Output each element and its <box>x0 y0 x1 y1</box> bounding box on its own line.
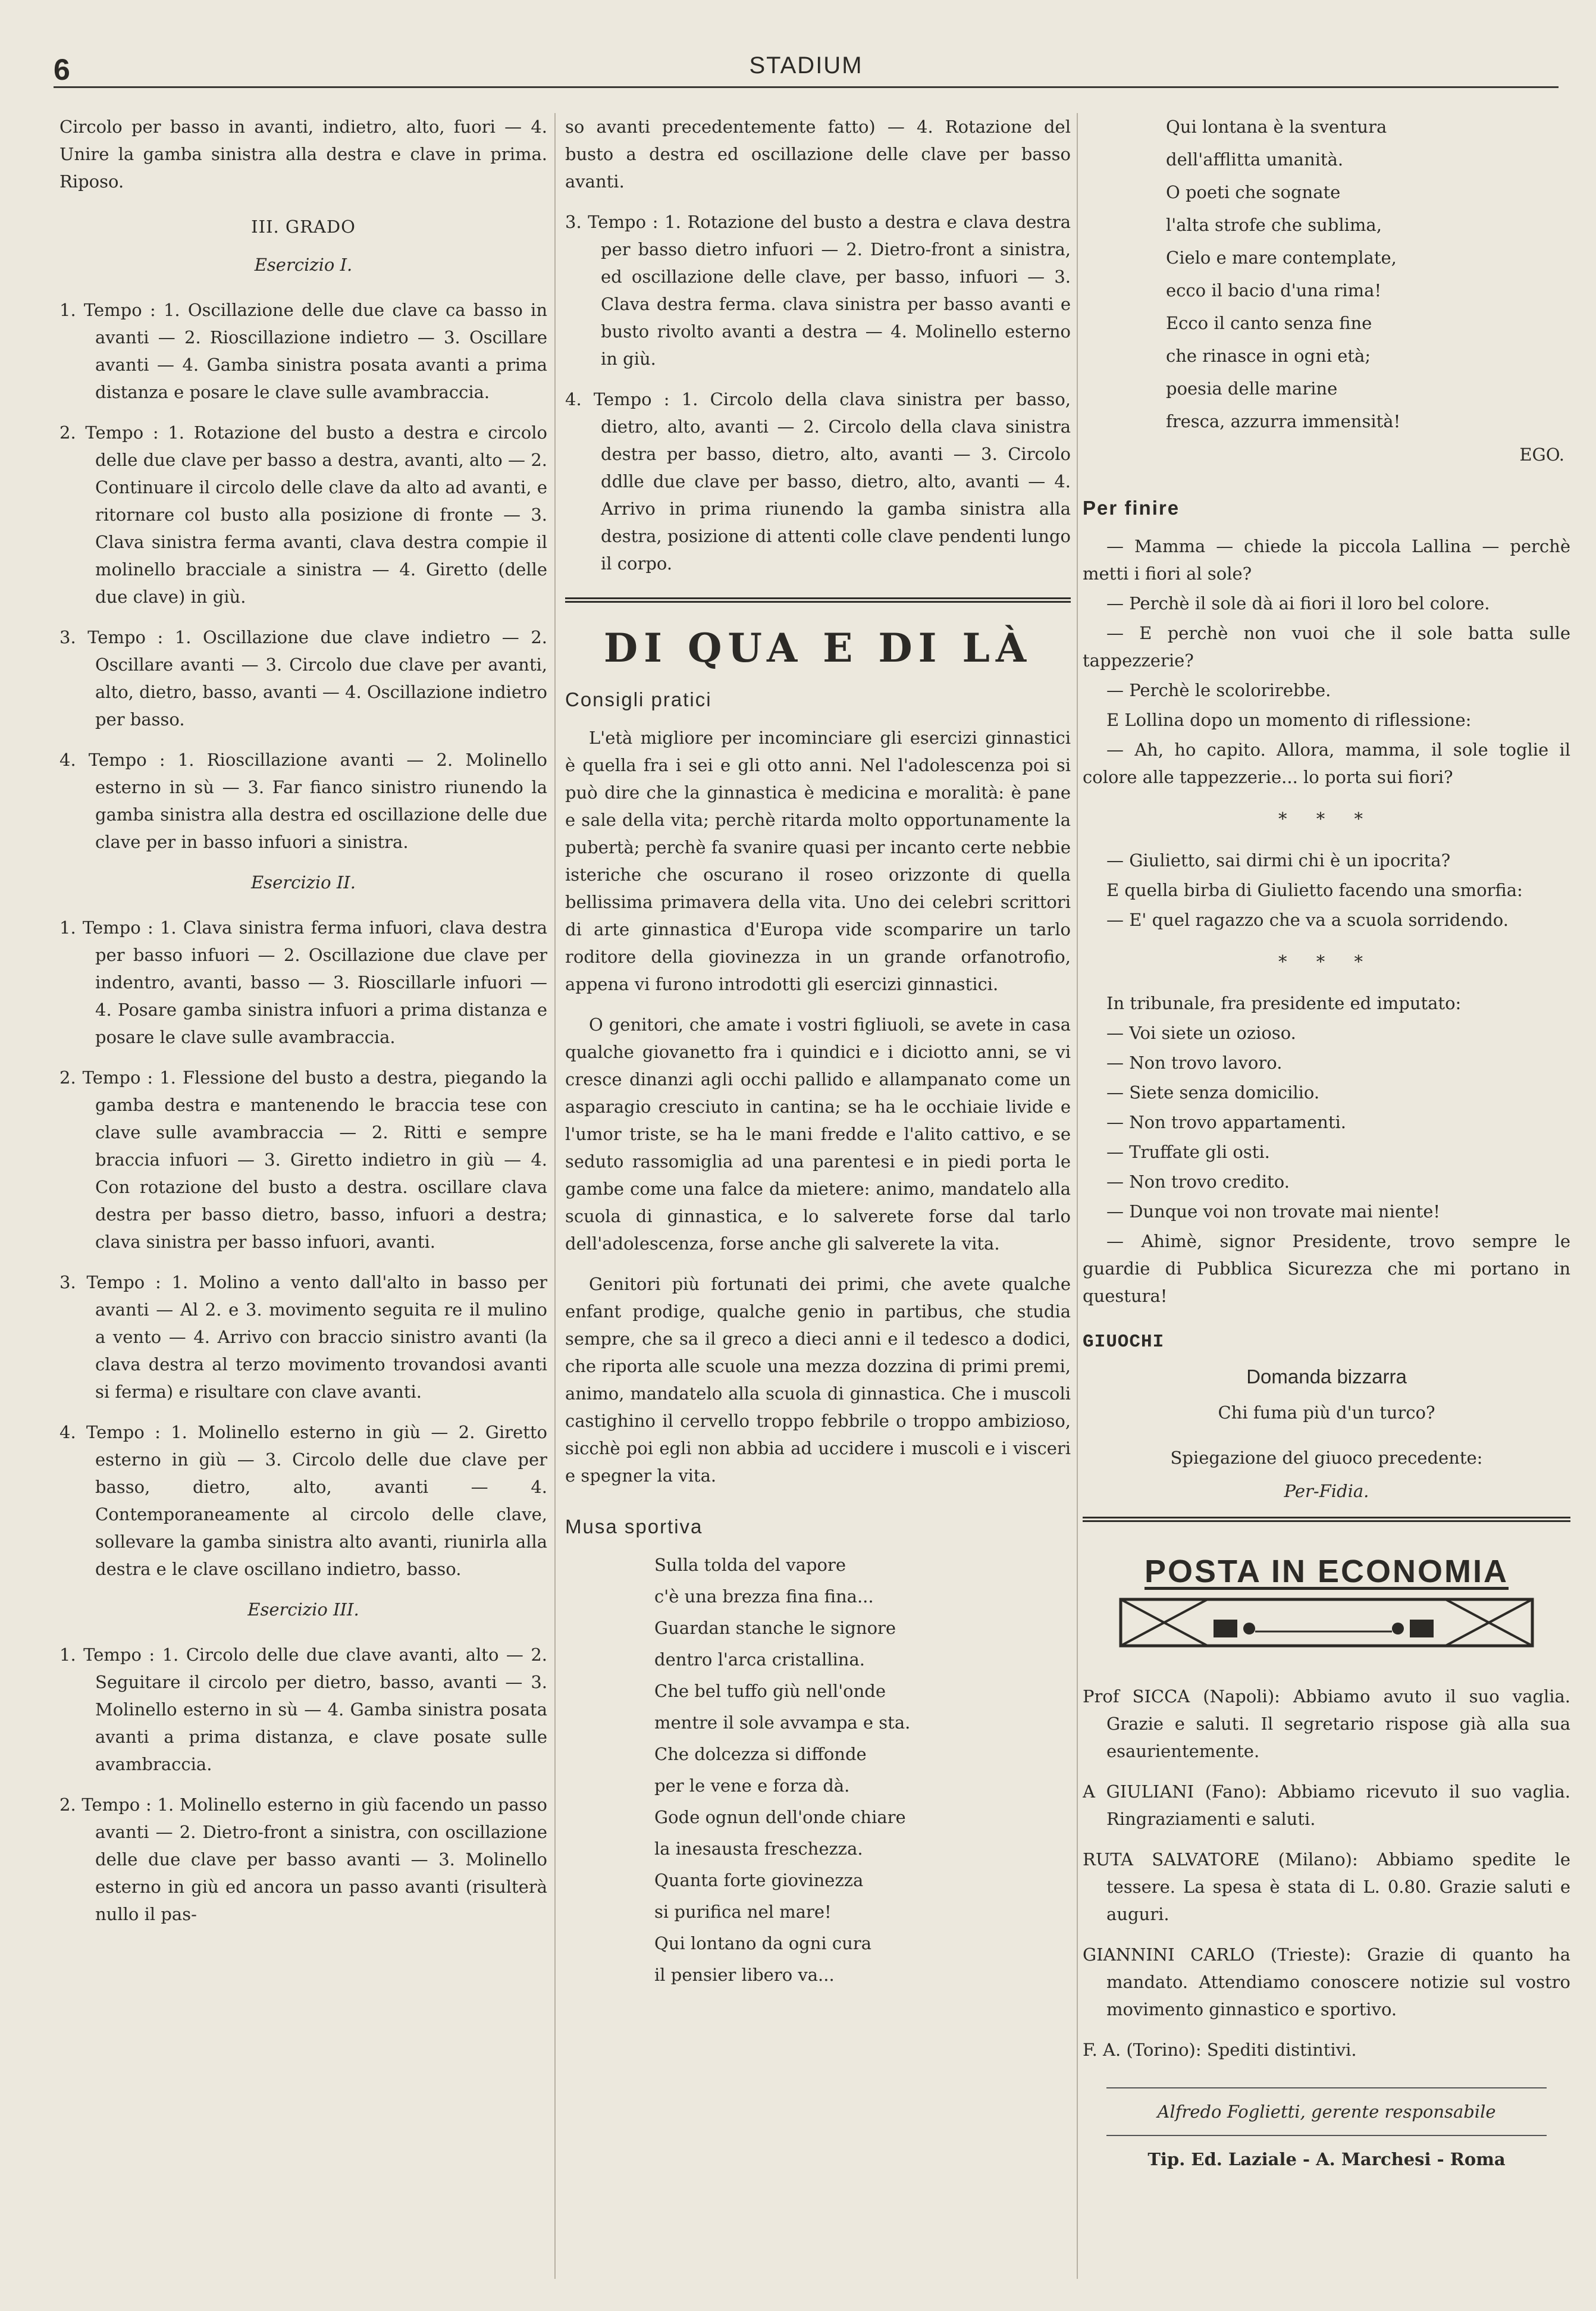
poem-continued <box>1083 113 1570 435</box>
subsection-title: Per finire <box>1083 497 1180 519</box>
divider <box>1106 2087 1547 2088</box>
dialog-line: — Non trovo appartamenti. <box>1106 1112 1346 1132</box>
poem-line: Quanta forte giovinezza <box>654 1870 864 1890</box>
poem-line: O poeti che sognate <box>1166 182 1341 202</box>
exercise-title: Esercizio I. <box>254 255 353 275</box>
exercise-step: 3. Tempo : 1. Oscillazione due clave indietro — 2. Oscillare avanti — 3. Circolo due clave per avanti, alto, dietro, basso, avanti — 4. Oscillazione indietro per basso. <box>59 627 547 729</box>
dialog-line: — E perchè non vuoi che il sole batta sulle tappezzerie? <box>1083 623 1570 671</box>
exercise-step: 1. Tempo : 1. Circolo delle due clave avanti, alto — 2. Seguitare il circolo per dietro, basso, avanti — 3. Molinello esterno in sù — 4. Gamba sinistra posata avanti a prima distanza, e clave posate sulle avambraccia. <box>59 1645 547 1774</box>
exercise-step: 3. Tempo : 1. Molino a vento dall'alto in basso per avanti — Al 2. e 3. movimento seguita re il mulino a vento — 4. Arrivo con braccio sinistro avanti (la clava destra al terzo movimento trovandosi avanti si ferma) e risultare con clave avanti. <box>59 1272 547 1402</box>
separator-stars: * * * <box>1278 809 1375 829</box>
dialog-line: — Ahimè, signor Presidente, trovo sempre le guardie di Pubblica Sicurezza che mi portano in questura! <box>1083 1231 1570 1306</box>
dialog-line: — E' quel ragazzo che va a scuola sorridendo. <box>1106 910 1509 930</box>
printer-line: Tip. Ed. Laziale - A. Marchesi - Roma <box>1147 2149 1506 2169</box>
exercise-step: 1. Tempo : 1. Clava sinistra ferma infuori, clava destra per basso infuori — 2. Oscillazione due clave per indentro, avanti, basso — 3. Rioscillarle infuori — 4. Posare gamba sinistra infuori a prima distanza e posare le clave sulle avambraccia. <box>59 917 547 1047</box>
page-number: 6 <box>54 53 70 86</box>
dialog-line: — Ah, ho capito. Allora, mamma, il sole toglie il colore alle tappezzerie... lo porta sui fiori? <box>1083 740 1570 787</box>
paragraph: O genitori, che amate i vostri figliuoli, se avete in casa qualche giovanetto fra i quindici e i diciotto anni, se vi cresce dinanzi agli occhi pallido e allampanato come un asparagio cresciuto in cantina; se ha le occhiaie livide e l'umor triste, se ha le mani fredde e l'alito cattivo, e se seduto rassomiglia ad una parentesi e in piedi porta le gambe come una falce da mietere: animo, mandatelo alla scuola di ginnastica, e lo salverete forse dal tarlo dell'adolescenza, forse anche gli salverete la vita. <box>565 1014 1071 1254</box>
double-rule <box>565 597 1071 603</box>
poem-line: l'alta strofe che sublima, <box>1166 215 1382 235</box>
dialog-line: — Dunque voi non trovate mai niente! <box>1106 1201 1441 1222</box>
posta-entry: A GIULIANI (Fano): Abbiamo ricevuto il suo vaglia. Ringraziamenti e saluti. <box>1083 1781 1570 1829</box>
puzzle-answer: Per-Fidia. <box>1284 1481 1369 1501</box>
posta-entry: Prof SICCA (Napoli): Abbiamo avuto il suo vaglia. Grazie e saluti. Il segretario rispose già alla sua esaurientemente. <box>1083 1686 1570 1761</box>
dialog-line: — Non trovo lavoro. <box>1106 1053 1283 1073</box>
subsection-title: Musa sportiva <box>565 1515 703 1537</box>
poem-line: Cielo e mare contemplate, <box>1166 248 1397 268</box>
exercise-step: 1. Tempo : 1. Oscillazione delle due clave ca basso in avanti — 2. Rioscillazione indietro — 3. Oscillare avanti — 4. Gamba sinistra posata avanti a prima distanza e posare le clave sulle avambraccia. <box>59 300 547 402</box>
poem-line: dell'afflitta umanità. <box>1166 149 1344 170</box>
paragraph: Genitori più fortunati dei primi, che avete qualche enfant prodige, qualche genio in partibus, che studia sempre, che sa il greco a dieci anni e il tedesco a dodici, che riporta alle scuole una mezza dozzina di primi premi, animo, mandatelo alla scuola di ginnastica. Che i muscoli castighino il cervello troppo febbrile o troppo ambizioso, sicchè poi egli non abbia ad uccidere i muscoli e i visceri e spegner la vita. <box>565 1274 1071 1486</box>
subsection-title: Consigli pratici <box>565 688 712 710</box>
poem-line: che rinasce in ogni età; <box>1166 346 1371 366</box>
poem-line: dentro l'arca cristallina. <box>654 1649 865 1670</box>
column-right <box>1083 113 1570 2303</box>
paragraph: L'età migliore per incominciare gli esercizi ginnastici è quella fra i sei e gli otto anni. Nel l'adolescenza poi si può dire che la ginnastica è medicina e moralità: è pane e sale della vita; perchè ritarda molto opportunamente la pubertà; perchè fa svanire quasi per incanto certe nebbie isteriche che oscurano il roseo orizzonte di quella bellissima primavera della vita. Uno dei celebri scrittori di arte ginnastica d'Europa vide scomparire un tarlo roditore della giovinezza in un grande orfanotrofio, appena vi furono introdotti gli esercizi ginnastici. <box>565 728 1071 994</box>
puzzle-explanation-label: Spiegazione del giuoco precedente: <box>1170 1448 1483 1468</box>
column-middle <box>565 113 1071 2303</box>
dialog-line: — Non trovo credito. <box>1106 1172 1290 1192</box>
section-title: DI QUA E DI LÀ <box>603 625 1033 671</box>
poem-line: poesia delle marine <box>1166 378 1338 399</box>
poem-line: si purifica nel mare! <box>654 1902 832 1922</box>
poem <box>565 1551 1071 1989</box>
puzzle-title: Domanda bizzarra <box>1246 1366 1407 1388</box>
double-rule <box>1083 1517 1570 1522</box>
exercise-step: 4. Tempo : 1. Rioscillazione avanti — 2. Molinello esterno in sù — 3. Far fianco sinistro riunendo la gamba sinistra alla destra ed oscillazione delle due clave per in basso infuori a sinistra. <box>59 750 547 852</box>
poem-line: Che bel tuffo giù nell'onde <box>654 1681 886 1701</box>
dialog-intro: In tribunale, fra presidente ed imputato: <box>1106 993 1462 1013</box>
dialog-line: — Mamma — chiede la piccola Lallina — perchè metti i fiori al sole? <box>1083 536 1570 584</box>
puzzle-question: Chi fuma più d'un turco? <box>1218 1402 1435 1423</box>
poem-signature: EGO. <box>1519 444 1564 465</box>
divider <box>1106 2135 1547 2136</box>
poem-line: la inesausta freschezza. <box>654 1839 863 1859</box>
exercise-step: 3. Tempo : 1. Rotazione del busto a destra e clava destra per basso dietro infuori — 2. Dietro-front a sinistra, ed oscillazione delle clave, per basso, infuori — 3. Clava destra ferma. clava sinistra per basso avanti e busto rivolto avanti a destra — 4. Molinello esterno in giù. <box>565 212 1071 369</box>
paragraph: Circolo per basso in avanti, indietro, alto, fuori — 4. Unire la gamba sinistra alla destra e clave in prima. Riposo. <box>59 117 547 192</box>
section-heading: III. GRADO <box>251 217 356 237</box>
dialog-line: — Perchè il sole dà ai fiori il loro bel colore. <box>1106 593 1490 613</box>
poem-line: c'è una brezza fina fina... <box>654 1586 874 1607</box>
credits <box>1083 2087 1570 2178</box>
dialog-line: E Lollina dopo un momento di riflessione: <box>1106 710 1472 730</box>
dialog-line: — Siete senza domicilio. <box>1106 1082 1320 1103</box>
poem-line: il pensier libero va... <box>654 1965 835 1985</box>
poem-line: Qui lontano da ogni cura <box>654 1933 871 1953</box>
dialog-line: — Truffate gli osti. <box>1106 1142 1270 1162</box>
poem-line: Gode ognun dell'onde chiare <box>654 1807 906 1827</box>
poem-line: Guardan stanche le signore <box>654 1618 896 1638</box>
exercise-step: 4. Tempo : 1. Circolo della clava sinistra per basso, dietro, alto, avanti — 2. Circolo della clava sinistra destra per basso, dietro, alto, avanti — 3. Circolo ddlle due clave per basso, dietro, alto, avanti — 4. Arrivo in prima riunendo la gamba sinistra alla destra, posizione di attenti colle clave pendenti lungo il corpo. <box>565 389 1071 574</box>
dialog-line: — Perchè le scolorirebbe. <box>1106 680 1331 700</box>
column-rule <box>554 113 556 2279</box>
poem-line: Qui lontana è la sventura <box>1166 117 1387 137</box>
separator-stars: * * * <box>1278 951 1375 972</box>
posta-entry: GIANNINI CARLO (Trieste): Grazie di quanto ha mandato. Attendiamo conoscere notizie sul vostro movimento ginnastico e sportivo. <box>1083 1944 1570 2019</box>
exercise-step: 2. Tempo : 1. Molinello esterno in giù facendo un passo avanti — 2. Dietro-front a sinistra, con oscillazione delle due clave per basso avanti — 3. Molinello esterno in giù ed ancora un passo avanti (risulterà nullo il pas- <box>59 1795 547 1924</box>
posta-entry: RUTA SALVATORE (Milano): Abbiamo spedite le tessere. La spesa è stata di L. 0.80. Grazie saluti e auguri. <box>1083 1849 1570 1924</box>
dialog-line: E quella birba di Giulietto facendo una smorfia: <box>1106 880 1523 900</box>
posta-entry: F. A. (Torino): Spediti distintivi. <box>1083 2040 1357 2060</box>
column-left <box>59 113 547 2303</box>
poem-line: Che dolcezza si diffonde <box>654 1744 867 1764</box>
poem-line: Sulla tolda del vapore <box>654 1555 846 1575</box>
exercise-step: 2. Tempo : 1. Rotazione del busto a destra e circolo delle due clave per basso a destra, avanti, alto — 2. Continuare il circolo delle clave da alto ad avanti, e ritornare col busto alla posizione di fronte — 3. Clava sinistra ferma avanti, clava destra compie il molinello bracciale a sinistra — 4. Giretto (delle due clave) in giù. <box>59 422 547 607</box>
exercise-title: Esercizio III. <box>247 1599 359 1620</box>
poem-line: per le vene e forza dà. <box>654 1775 850 1796</box>
dialog-line: — Giulietto, sai dirmi chi è un ipocrita? <box>1106 850 1451 870</box>
poem-line: ecco il bacio d'una rima! <box>1166 280 1382 300</box>
poem-line: mentre il sole avvampa e sta. <box>654 1712 911 1733</box>
dialog-line: — Voi siete un ozioso. <box>1106 1023 1296 1043</box>
decorative-banner-icon <box>1118 1596 1535 1649</box>
page-header <box>54 46 1559 88</box>
column-rule <box>1077 113 1078 2279</box>
posta-title: POSTA IN ECONOMIA <box>1144 1554 1509 1589</box>
poem-line: fresca, azzurra immensità! <box>1166 411 1401 431</box>
gerente-line: Alfredo Foglietti, gerente responsabile <box>1157 2102 1496 2122</box>
giuochi-heading: GIUOCHI <box>1083 1332 1165 1352</box>
exercise-step: 4. Tempo : 1. Molinello esterno in giù — 2. Giretto esterno in giù — 3. Circolo delle due clave per basso, dietro, alto, avanti — 4. Contemporaneamente al circolo delle clave, sollevare la gamba sinistra alto avanti, riunirla alla destra e le clave oscillano indietro, basso. <box>59 1422 547 1579</box>
paragraph: so avanti precedentemente fatto) — 4. Rotazione del busto a destra ed oscillazione delle clave per basso avanti. <box>565 117 1071 192</box>
masthead-title: STADIUM <box>749 52 863 79</box>
poem-line: Ecco il canto senza fine <box>1166 313 1372 333</box>
exercise-title: Esercizio II. <box>251 872 356 893</box>
exercise-step: 2. Tempo : 1. Flessione del busto a destra, piegando la gamba destra e mantenendo le braccia tese con clave sulle avambraccia — 2. Ritti e sempre braccia infuori — 3. Giretto indietro in giù — 4. Con rotazione del busto a destra. oscillare clava destra per basso dietro, basso, infuori a destra; clava sinistra per basso infuori, avanti. <box>59 1067 547 1252</box>
